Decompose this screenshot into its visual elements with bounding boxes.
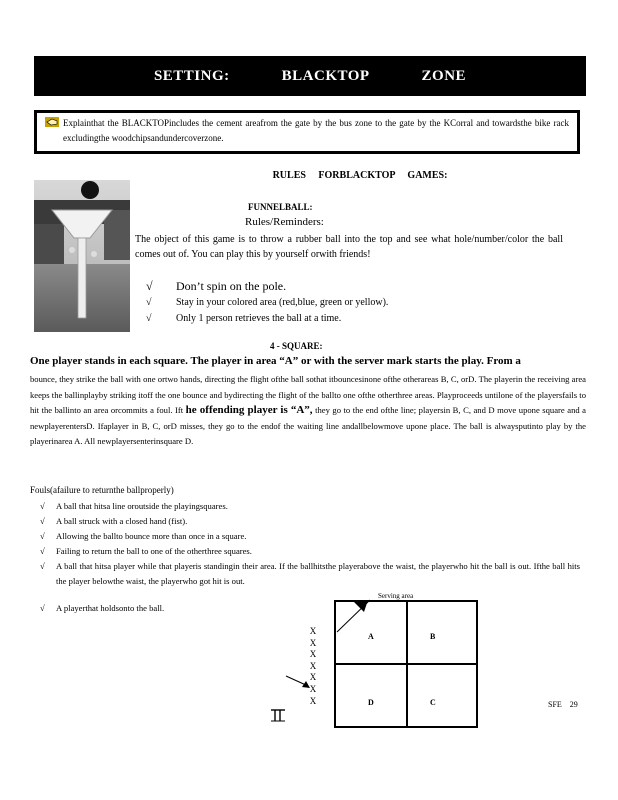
fouls-title: Fouls(afailure to returnthe ballproperly)	[30, 485, 174, 495]
funnelball-title: FUNNELBALL:	[248, 202, 313, 212]
check-mark: √	[146, 313, 152, 324]
waiting-player-mark: X	[309, 660, 317, 671]
square-c-label: C	[430, 698, 436, 707]
funnelball-body: The object of this game is to throw a rubber ball into the top and see what hole/number/color the ball comes out of. You can play this by yourself orwith friends!	[135, 234, 563, 260]
four-square-lead: One player stands in each square. The player in area “A” or with the server mark starts the play. From a	[30, 355, 521, 367]
square-d-label: D	[368, 698, 374, 707]
funnelball-photo	[34, 180, 130, 332]
court-divider-horizontal	[336, 663, 476, 665]
setting-label: SETTING:	[153, 67, 230, 84]
check-mark: √	[146, 297, 152, 308]
zone-word-1: BLACKTOP	[281, 67, 370, 84]
foul-item: √ A ball that hitsa player while that playeris standingin their area. If the ballhitsthe playerabove the waist, the playerwho hit the ball is out. Ifthe ball hits the player belowthe waist, the playerwho got hit is out.	[40, 561, 580, 586]
page-footer: SFE 29	[548, 700, 578, 709]
intro-box	[34, 110, 580, 154]
waiting-player-mark: X	[309, 695, 317, 706]
queue-arrow	[284, 672, 314, 692]
offending-player-emphasis: he offending player is “A”,	[185, 404, 313, 416]
check-mark: √	[40, 501, 45, 511]
waiting-player-mark: X	[309, 683, 317, 694]
check-mark: √	[40, 603, 45, 613]
check-mark: √	[40, 516, 45, 526]
rules-title: RULES FORBLACKTOP GAMES:	[272, 170, 448, 181]
funnelball-item: √ Don’t spin on the pole.	[146, 279, 287, 293]
school-logo	[270, 707, 286, 723]
funnelball-item: √ Stay in your colored area (red,blue, green or yellow).	[146, 297, 389, 308]
waiting-line	[308, 626, 318, 707]
header-banner	[34, 56, 586, 96]
check-mark: √	[146, 279, 153, 293]
funnelball-item: √ Only 1 person retrieves the ball at a time.	[146, 313, 342, 324]
waiting-player-mark: X	[309, 626, 317, 636]
square-a-label: A	[368, 632, 374, 641]
check-mark: √	[40, 546, 45, 556]
four-square-title: 4 - SQUARE:	[270, 341, 323, 351]
check-mark: √	[40, 561, 45, 571]
foul-item: √ Allowing the ballto bounce more than once in a square.	[40, 529, 580, 544]
four-square-court	[334, 600, 478, 728]
foul-item: √ Failing to return the ball to one of the otherthree squares.	[40, 544, 580, 559]
foul-item: √ A playerthat holdsonto the ball.	[40, 601, 240, 616]
check-mark: √	[40, 531, 45, 541]
zone-word-2: ZONE	[421, 67, 467, 84]
square-b-label: B	[430, 632, 436, 641]
four-square-body: bounce, they strike the ball with one ortwo hands, directing the flight ofthe ball sothat itbouncesinone ofthe otherareas B, C, orD. The playerin the receiving area keeps the ballinplayby striking itoff the one bounce and bydirecting the flight of the ballto one ofthe otherthree areas. Playproceeds untilone of the playersfails to hit the ballinto an area orcommits a foul. Ift he offending player is “A”, they go to the end ofthe line; playersin B, C, and D move upone square and a newplayerentersD. Ifaplayer in B, C, orD misses, they go to the endof the waiting line andallbelowmove upone place. The ball is alwaysputinto play by the playerinarea A. All newplayersenterinsquare D.	[30, 374, 586, 446]
waiting-player-mark: X	[309, 637, 317, 648]
intro-text: Explainthat the BLACKTOPincludes the cement areafrom the gate by the bus zone to the gate by the KCorral and towardsthe bike rack excludingthe woodchipsandundercoverzone.	[63, 118, 569, 143]
foul-item: √ A ball struck with a closed hand (fist).	[40, 514, 580, 529]
funnelball-subtitle: Rules/Reminders:	[245, 216, 324, 228]
foul-item: √ A ball that hitsa line oroutside the playingsquares.	[40, 499, 580, 514]
serving-area-label: Serving area	[378, 592, 414, 600]
waiting-player-mark: X	[309, 672, 317, 683]
pointing-hand-icon	[45, 117, 59, 127]
waiting-player-mark: X	[309, 649, 317, 660]
